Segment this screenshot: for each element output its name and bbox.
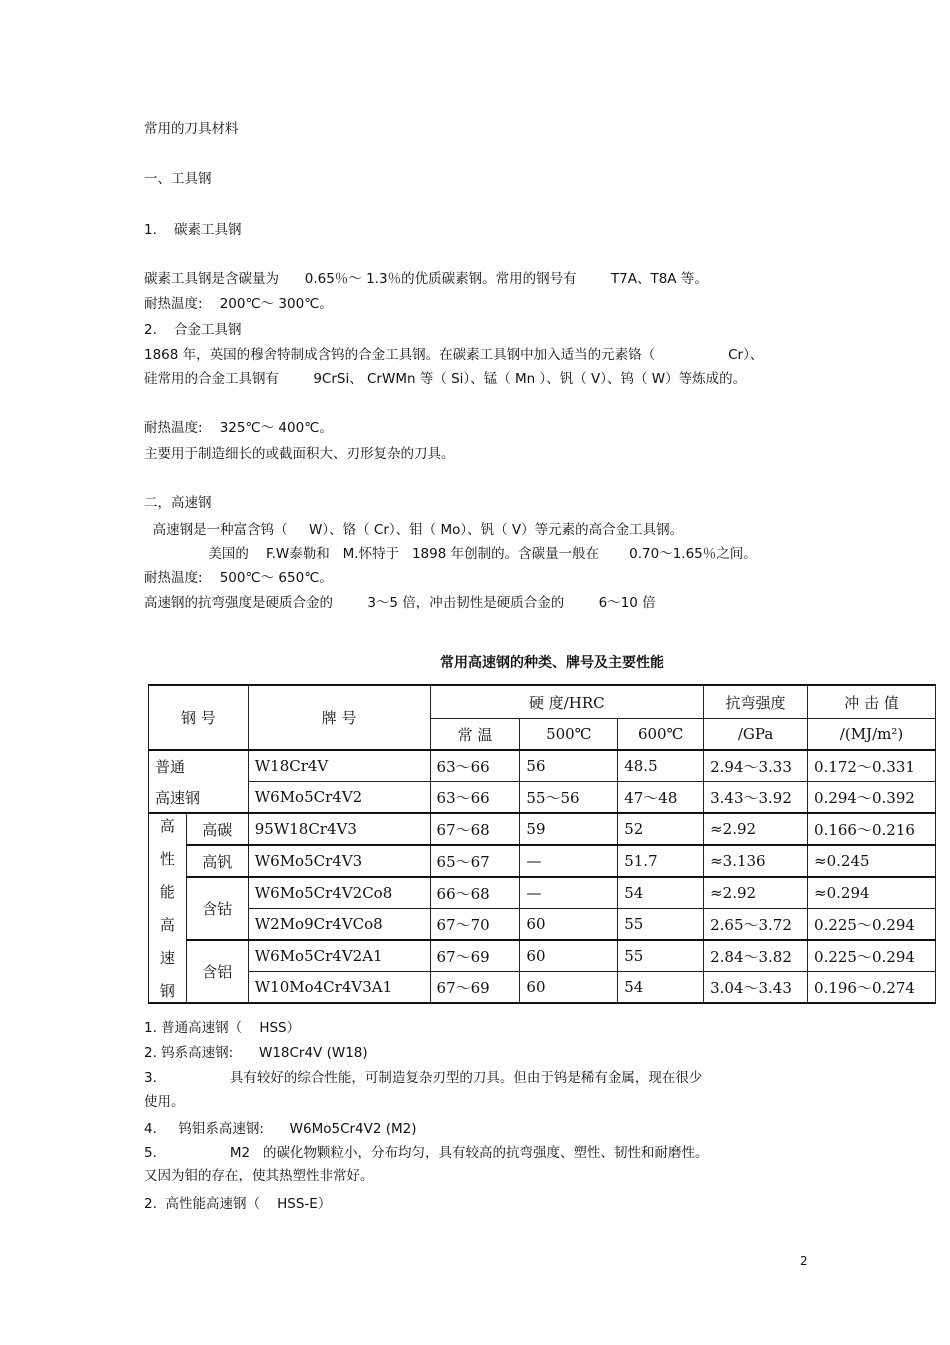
cell-brand: 95W18Cr4V3 bbox=[248, 813, 430, 845]
subheading-hss-e: 2. 高性能高速钢（ HSS-E） bbox=[144, 1196, 332, 1212]
cell-impact: ≈0.294 bbox=[808, 877, 936, 909]
cell-600: 47～48 bbox=[618, 782, 704, 814]
subgroup-high-vanadium: 高钒 bbox=[186, 845, 248, 877]
cell-room: 65～67 bbox=[430, 845, 520, 877]
group-normal-hss bbox=[149, 750, 249, 813]
subgroup-high-carbon: 高碳 bbox=[186, 813, 248, 845]
cell-500: 60 bbox=[520, 940, 618, 972]
header-impact: 冲 击 值 bbox=[808, 685, 936, 719]
group-hp-char: 能 bbox=[159, 883, 175, 901]
table-row bbox=[149, 782, 936, 814]
section-heading-hss: 二，高速钢 bbox=[144, 495, 212, 511]
cell-impact: ≈0.245 bbox=[808, 845, 936, 877]
header-impact-unit: /(MJ/m²) bbox=[808, 719, 936, 751]
page-number: 2 bbox=[800, 1254, 808, 1268]
cell-bend: 2.94～3.33 bbox=[704, 750, 808, 782]
cell-600: 52 bbox=[618, 813, 704, 845]
table-row bbox=[149, 940, 936, 972]
paragraph-line: 耐热温度: 500℃～ 650℃。 bbox=[144, 570, 333, 586]
table-row bbox=[149, 750, 936, 782]
cell-500: 55～56 bbox=[520, 782, 618, 814]
paragraph-line: 使用。 bbox=[144, 1094, 185, 1110]
cell-brand: W6Mo5Cr4V3 bbox=[248, 845, 430, 877]
cell-bend: 2.84～3.82 bbox=[704, 940, 808, 972]
paragraph-line: 美国的 F.W泰勒和 M.怀特于 1898 年创制的。含碳量一般在 0.70～1.65％之间。 bbox=[144, 546, 757, 562]
cell-bend: ≈2.92 bbox=[704, 813, 808, 845]
cell-brand: W10Mo4Cr4V3A1 bbox=[248, 972, 430, 1004]
paragraph-line: 又因为钼的存在，使其热塑性非常好。 bbox=[144, 1168, 374, 1184]
paragraph-line: 主要用于制造细长的或截面积大、刃形复杂的刀具。 bbox=[144, 446, 455, 462]
cell-brand: W6Mo5Cr4V2A1 bbox=[248, 940, 430, 972]
header-brand: 牌 号 bbox=[248, 685, 430, 750]
paragraph-line: 高速钢的抗弯强度是硬质合金的 3～5 倍，冲击韧性是硬质合金的 6～10 倍 bbox=[144, 595, 656, 611]
cell-500: 60 bbox=[520, 909, 618, 941]
cell-600: 54 bbox=[618, 972, 704, 1004]
cell-600: 55 bbox=[618, 940, 704, 972]
header-bend-strength: 抗弯强度 bbox=[704, 685, 808, 719]
group-hp-char: 钢 bbox=[159, 982, 175, 1000]
table-title: 常用高速钢的种类、牌号及主要性能 bbox=[440, 655, 664, 671]
cell-600: 54 bbox=[618, 877, 704, 909]
paragraph-line: 耐热温度: 200℃～ 300℃。 bbox=[144, 296, 333, 312]
cell-room: 66～68 bbox=[430, 877, 520, 909]
subheading-alloy-tool-steel: 2. 合金工具钢 bbox=[144, 322, 242, 338]
list-item: 4. 钨钼系高速钢: W6Mo5Cr4V2 (M2) bbox=[144, 1121, 417, 1137]
group-normal-label-1: 普通 bbox=[155, 757, 186, 776]
header-600c: 600℃ bbox=[618, 719, 704, 751]
cell-bend: 3.43～3.92 bbox=[704, 782, 808, 814]
cell-impact: 0.225～0.294 bbox=[808, 940, 936, 972]
cell-room: 63～66 bbox=[430, 750, 520, 782]
cell-impact: 0.225～0.294 bbox=[808, 909, 936, 941]
cell-bend: ≈2.92 bbox=[704, 877, 808, 909]
doc-title: 常用的刀具材料 bbox=[144, 121, 239, 137]
cell-500: 56 bbox=[520, 750, 618, 782]
subgroup-cobalt: 含钴 bbox=[186, 877, 248, 940]
cell-bend: 3.04～3.43 bbox=[704, 972, 808, 1004]
table-row bbox=[149, 972, 936, 1004]
list-item: 1. 普通高速钢（ HSS） bbox=[144, 1020, 301, 1036]
cell-600: 48.5 bbox=[618, 750, 704, 782]
header-500c: 500℃ bbox=[520, 719, 618, 751]
cell-600: 55 bbox=[618, 909, 704, 941]
group-hp-char: 性 bbox=[159, 850, 175, 868]
paragraph-line: 1868 年，英国的穆舍特制成含钨的合金工具钢。在碳素工具钢中加入适当的元素铬（ Cr）、 bbox=[144, 347, 764, 363]
cell-500: 60 bbox=[520, 972, 618, 1004]
cell-impact: 0.196～0.274 bbox=[808, 972, 936, 1004]
cell-brand: W6Mo5Cr4V2Co8 bbox=[248, 877, 430, 909]
paragraph-line: 高速钢是一种富含钨（ W）、铬（ Cr）、钼（ Mo）、钒（ V）等元素的高合金工具钢。 bbox=[144, 522, 684, 538]
cell-brand: W6Mo5Cr4V2 bbox=[248, 782, 430, 814]
header-hardness: 硬 度/HRC bbox=[430, 685, 704, 719]
hss-properties-table bbox=[148, 684, 936, 1004]
cell-room: 63～66 bbox=[430, 782, 520, 814]
cell-500: 59 bbox=[520, 813, 618, 845]
cell-impact: 0.172～0.331 bbox=[808, 750, 936, 782]
cell-room: 67～68 bbox=[430, 813, 520, 845]
cell-room: 67～69 bbox=[430, 940, 520, 972]
table-row bbox=[149, 813, 936, 845]
cell-500: — bbox=[520, 877, 618, 909]
subheading-carbon-tool-steel: 1. 碳素工具钢 bbox=[144, 222, 242, 238]
subgroup-aluminium: 含铝 bbox=[186, 940, 248, 1003]
list-item: 2. 钨系高速钢: W18Cr4V (W18) bbox=[144, 1045, 368, 1061]
group-hp-char: 高 bbox=[159, 817, 175, 835]
group-hp-char: 高 bbox=[159, 916, 175, 934]
cell-room: 67～69 bbox=[430, 972, 520, 1004]
paragraph-line: 硅常用的合金工具钢有 9CrSi、 CrWMn 等（ Si）、锰（ Mn ）、钒（ V）、钨（ W）等炼成的。 bbox=[144, 371, 747, 387]
group-normal-label-2: 高速钢 bbox=[155, 788, 201, 807]
table-row bbox=[149, 877, 936, 909]
paragraph-line: 耐热温度: 325℃～ 400℃。 bbox=[144, 420, 333, 436]
section-heading-tool-steel: 一、工具钢 bbox=[144, 171, 212, 187]
list-item: 3. 具有较好的综合性能，可制造复杂刃型的刀具。但由于钨是稀有金属，现在很少 bbox=[144, 1070, 703, 1086]
group-high-performance-hss bbox=[149, 813, 187, 1003]
cell-room: 67～70 bbox=[430, 909, 520, 941]
cell-impact: 0.294～0.392 bbox=[808, 782, 936, 814]
cell-bend: 2.65～3.72 bbox=[704, 909, 808, 941]
group-hp-char: 速 bbox=[159, 949, 175, 967]
header-grade: 钢 号 bbox=[149, 685, 249, 750]
table-row bbox=[149, 845, 936, 877]
cell-impact: 0.166～0.216 bbox=[808, 813, 936, 845]
paragraph-line: 碳素工具钢是含碳量为 0.65％～ 1.3％的优质碳素钢。常用的钢号有 T7A、T8A 等。 bbox=[144, 271, 708, 287]
cell-600: 51.7 bbox=[618, 845, 704, 877]
header-room-temp: 常 温 bbox=[430, 719, 520, 751]
list-item: 5. M2 的碳化物颗粒小，分布均匀，具有较高的抗弯强度、塑性、韧性和耐磨性。 bbox=[144, 1145, 709, 1161]
cell-brand: W18Cr4V bbox=[248, 750, 430, 782]
header-bend-unit: /GPa bbox=[704, 719, 808, 751]
cell-bend: ≈3.136 bbox=[704, 845, 808, 877]
table-row bbox=[149, 909, 936, 941]
cell-brand: W2Mo9Cr4VCo8 bbox=[248, 909, 430, 941]
cell-500: — bbox=[520, 845, 618, 877]
